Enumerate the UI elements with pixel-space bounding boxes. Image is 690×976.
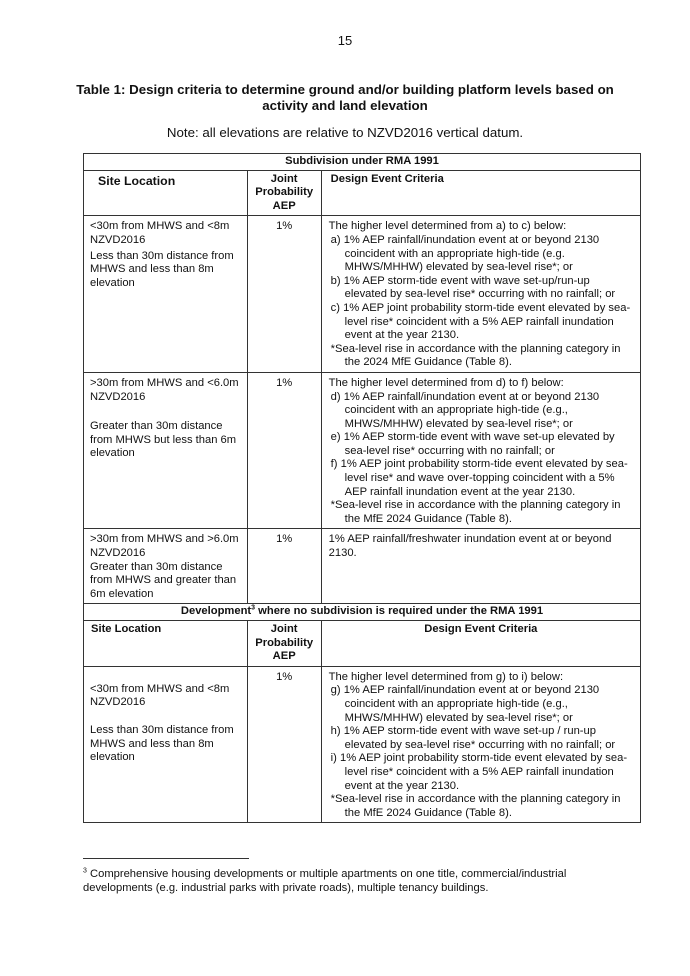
- criteria-intro: The higher level determined from a) to c) below:: [328, 220, 567, 233]
- column-header-row: [84, 621, 641, 667]
- criteria-cell: 1% AEP rainfall/freshwater inundation event at or beyond 2130.: [321, 529, 640, 604]
- footnote-divider: [83, 858, 249, 859]
- site-criteria-text: <30m from MHWS and <8m NZVD2016: [90, 220, 230, 246]
- criteria-item: f) 1% AEP joint probability storm-tide event elevated by sea-level rise* and wave over-topping coincident with a 5% AEP rainfall inundation event at the year 2130.: [330, 458, 628, 498]
- table-row: [84, 372, 641, 529]
- section-title-development: [84, 604, 641, 621]
- section-title-text: where no subdivision is required under the RMA 1991: [255, 605, 544, 618]
- criteria-cell: [321, 216, 640, 373]
- site-location-cell: [84, 372, 248, 529]
- section-title-text: Development: [180, 605, 252, 618]
- criteria-item: d) 1% AEP rainfall/inundation event at or beyond 2130 coincident with an appropriate high-tide (e.g., MHWS/MHHW) elevated by sea-level rise*; or: [330, 390, 600, 430]
- site-criteria-text: <30m from MHWS and <8m NZVD2016: [90, 682, 230, 709]
- section-header-row: [84, 154, 641, 171]
- site-description-text: Less than 30m distance from MHWS and less than 8m elevation: [90, 723, 234, 764]
- criteria-item: c) 1% AEP joint probability storm-tide event elevated by sea-level rise* coincident with a 5% AEP rainfall inundation event at the year 2130.: [330, 301, 631, 342]
- table-row: [84, 216, 641, 373]
- criteria-cell: [321, 666, 640, 823]
- site-criteria-text: >30m from MHWS and >6.0m NZVD2016: [90, 533, 239, 560]
- site-description-text: Greater than 30m distance from MHWS and greater than 6m elevation: [90, 560, 237, 600]
- footnote-marker: 3: [83, 867, 87, 875]
- table-row: [84, 666, 641, 823]
- criteria-item: e) 1% AEP storm-tide event with wave set-up elevated by sea-level rise* occurring with no rainfall; or: [330, 431, 615, 457]
- header-design-event-criteria: Design Event Criteria: [321, 621, 640, 667]
- sea-level-note: *Sea-level rise in accordance with the planning category in the 2024 MfE Guidance (Table 8).: [330, 342, 621, 369]
- joint-probability-cell: 1%: [247, 216, 321, 373]
- header-joint-probability: Joint Probability AEP: [247, 621, 321, 667]
- joint-probability-cell: 1%: [247, 529, 321, 604]
- table-row: [84, 529, 641, 604]
- sea-level-note: *Sea-level rise in accordance with the planning category in the MfE 2024 Guidance (Table 8).: [330, 499, 621, 525]
- footnote: [83, 867, 623, 895]
- section-header-row: [84, 604, 641, 621]
- column-header-row: [84, 170, 641, 216]
- site-description-text: Less than 30m distance from MHWS and less than 8m elevation: [90, 249, 234, 289]
- header-design-event-criteria: Design Event Criteria: [321, 170, 640, 216]
- criteria-item: g) 1% AEP rainfall/inundation event at or beyond 2130 coincident with an appropriate high-tide (e.g., MHWS/MHHW) elevated by sea-level rise*; or: [330, 684, 600, 724]
- header-site-location: Site Location: [84, 621, 248, 667]
- criteria-item: i) 1% AEP joint probability storm-tide event elevated by sea-level rise* coincident with a 5% AEP rainfall inundation event at the year 2130.: [330, 752, 628, 792]
- footnote-text: Comprehensive housing developments or multiple apartments on one title, commercial/industrial developments (e.g. industrial parks with private roads), multiple tenancy buildings.: [83, 868, 567, 894]
- header-joint-probability: Joint Probability AEP: [247, 170, 321, 216]
- page-number: 15: [337, 33, 353, 48]
- site-criteria-text: >30m from MHWS and <6.0m NZVD2016: [90, 376, 239, 403]
- section-title-subdivision: Subdivision under RMA 1991: [84, 154, 641, 171]
- joint-probability-cell: 1%: [247, 372, 321, 529]
- site-description-text: Greater than 30m distance from MHWS but less than 6m elevation: [90, 420, 237, 460]
- criteria-cell: [321, 372, 640, 529]
- criteria-intro: The higher level determined from d) to f) below:: [328, 376, 564, 389]
- header-site-location: Site Location: [84, 170, 248, 216]
- site-location-cell: [84, 666, 248, 823]
- criteria-item: a) 1% AEP rainfall/inundation event at or beyond 2130 coincident with an appropriate high-tide (e.g. MHWS/MHHW) elevated by sea-level rise*; or: [330, 233, 600, 274]
- criteria-intro: The higher level determined from g) to i) below:: [328, 670, 564, 683]
- design-criteria-table: [83, 153, 641, 823]
- site-location-cell: [84, 216, 248, 373]
- site-location-cell: [84, 529, 248, 604]
- datum-note: Note: all elevations are relative to NZVD2016 vertical datum.: [166, 125, 524, 140]
- footnote-marker: 3: [251, 604, 256, 612]
- joint-probability-cell: 1%: [247, 666, 321, 823]
- sea-level-note: *Sea-level rise in accordance with the planning category in the MfE 2024 Guidance (Table 8).: [330, 793, 621, 819]
- criteria-item: b) 1% AEP storm-tide event with wave set-up/run-up elevated by sea-level rise* occurring with no rainfall; or: [330, 274, 616, 301]
- table-title: Table 1: Design criteria to determine ground and/or building platform levels based on activity and land elevation: [76, 82, 614, 113]
- criteria-item: h) 1% AEP storm-tide event with wave set-up / run-up elevated by sea-level rise* occurring with no rainfall; or: [330, 725, 616, 751]
